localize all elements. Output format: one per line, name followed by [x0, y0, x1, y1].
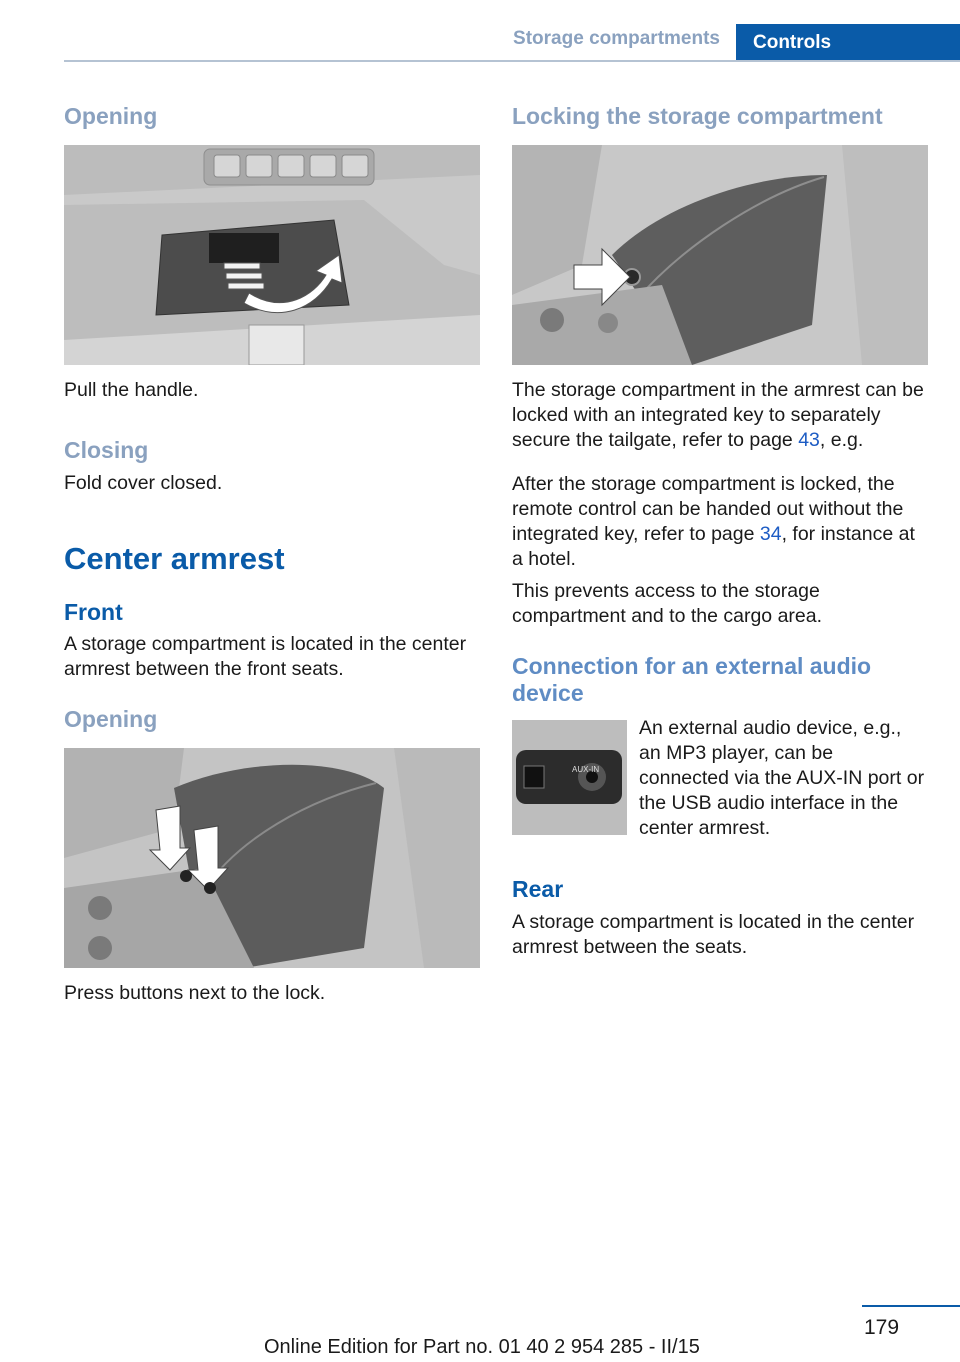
locking-para-2: After the storage compartment is locked, the remote control can be handed out without the integrated key, refer to page 34, for instance at a hotel.	[512, 473, 915, 570]
aux-in-label: AUX-IN	[572, 765, 600, 774]
pull-handle-text: Pull the handle.	[64, 379, 199, 401]
page-number: 179	[864, 1316, 900, 1339]
rear-text: A storage compartment is located in the center armrest between the seats.	[512, 911, 915, 958]
edition-footer: Online Edition for Part no. 01 40 2 954 285 - II/15	[264, 1336, 700, 1358]
audio-heading: Connection for an external audio device	[512, 653, 872, 706]
opening-heading: Opening	[64, 103, 158, 129]
page-link-34[interactable]: 34	[759, 523, 782, 545]
footer-rule	[862, 1305, 960, 1307]
closing-heading: Closing	[64, 437, 149, 463]
center-armrest-heading: Center armrest	[64, 541, 285, 576]
front-heading: Front	[64, 599, 123, 625]
closing-text: Fold cover closed.	[64, 472, 223, 494]
front-text: A storage compartment is located in the center armrest between the front seats.	[64, 633, 467, 680]
press-buttons-text: Press buttons next to the lock.	[64, 982, 326, 1004]
page-link-43[interactable]: 43	[798, 429, 820, 451]
header-section-title: Storage compartments	[513, 28, 720, 49]
aux-usb-port-figure	[512, 720, 627, 835]
locking-para-1: The storage compartment in the armrest can be locked with an integrated key to separately secure the tailgate, refer to page 43, e.g.	[512, 379, 924, 451]
opening-heading-2: Opening	[64, 706, 158, 732]
glovebox-handle-figure	[64, 145, 480, 365]
armrest-lock-figure	[512, 145, 928, 365]
header-chapter-tab[interactable]: Controls	[736, 24, 960, 62]
armrest-buttons-figure	[64, 748, 480, 968]
audio-text: An external audio device, e.g., an MP3 player, can be connected via the AUX-IN port or the USB audio interface in the center armrest.	[639, 717, 925, 839]
rear-heading: Rear	[512, 876, 564, 902]
locking-heading: Locking the storage compartment	[512, 103, 883, 129]
header-rule	[64, 60, 960, 62]
locking-para-3: This prevents access to the storage compartment and to the cargo area.	[512, 580, 823, 627]
